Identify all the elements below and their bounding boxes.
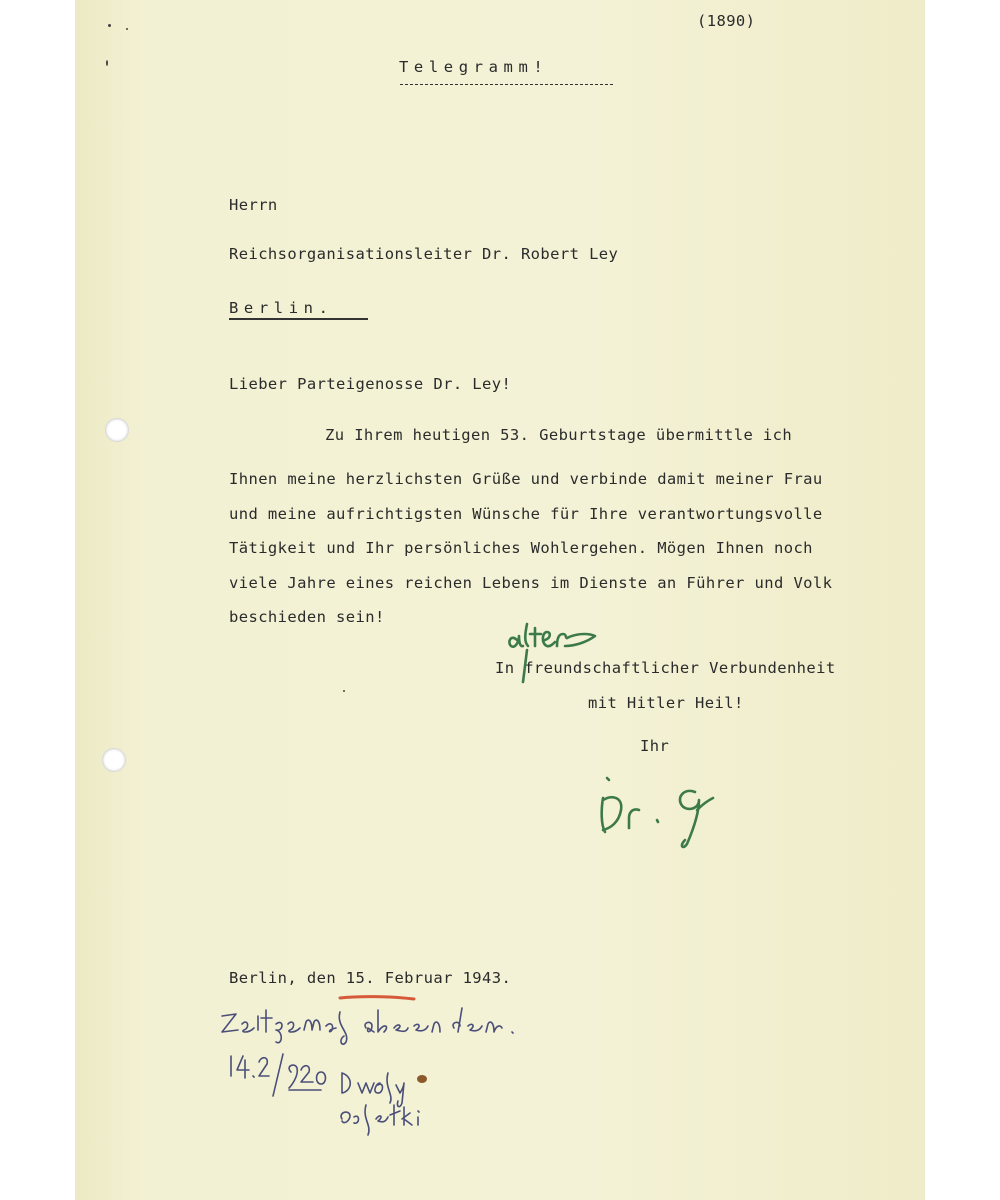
letter-greeting: Lieber Parteigenosse Dr. Ley! xyxy=(229,375,512,393)
body-line: beschieden sein! xyxy=(229,608,385,626)
closing-line: In freundschaftlicher Verbundenheit xyxy=(495,659,836,677)
address-recipient: Reichsorganisationsleiter Dr. Robert Ley xyxy=(229,245,619,263)
margin-mark xyxy=(343,690,345,692)
handwritten-note-datetime xyxy=(225,1046,335,1106)
address-city: Berlin. xyxy=(229,299,334,317)
archive-number: (1890) xyxy=(697,12,756,30)
body-line: Zu Ihrem heutigen 53. Geburtstage übermittle ich xyxy=(325,426,793,444)
handwritten-note-names xyxy=(338,1063,448,1143)
handwritten-insertion-alter xyxy=(505,620,625,690)
margin-mark xyxy=(106,60,108,66)
punch-hole-top xyxy=(105,418,129,442)
body-line: und meine aufrichtigsten Wünsche für Ihre verantwortungsvolle xyxy=(229,505,823,523)
margin-mark xyxy=(108,24,111,27)
handwritten-note-send xyxy=(218,1002,538,1052)
address-salutation: Herrn xyxy=(229,196,278,214)
body-line: Ihnen meine herzlichsten Grüße und verbinde damit meiner Frau xyxy=(229,470,823,488)
city-underline xyxy=(229,318,368,320)
heading-telegramm: Telegramm! xyxy=(399,58,549,76)
signature-initials xyxy=(595,770,735,860)
date-line: Berlin, den 15. Februar 1943. xyxy=(229,969,512,987)
margin-mark xyxy=(126,28,128,30)
closing-line: mit Hitler Heil! xyxy=(588,694,744,712)
punch-hole-bottom xyxy=(102,748,126,772)
heading-underline xyxy=(400,84,613,85)
body-line: Tätigkeit und Ihr persönliches Wohlergehen. Mögen Ihnen noch xyxy=(229,539,813,557)
body-line: viele Jahre eines reichen Lebens im Dienste an Führer und Volk xyxy=(229,574,833,592)
closing-line: Ihr xyxy=(640,737,670,755)
